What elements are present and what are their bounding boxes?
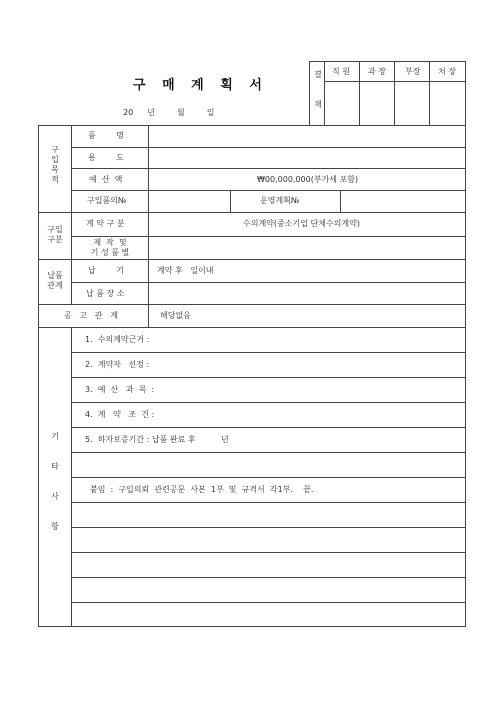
divider	[230, 190, 231, 212]
divider	[71, 477, 466, 478]
divider	[71, 577, 466, 578]
delivery-place-label: 납 품 장 소	[86, 289, 125, 298]
divider	[71, 125, 72, 304]
announcement-label: 공 고 관 계	[64, 311, 118, 320]
divider	[71, 147, 466, 148]
page-title: 구 매 계 획 서	[133, 78, 268, 93]
purchase-no-label: 구입품의№	[87, 196, 127, 205]
approval-sign-director[interactable]	[430, 82, 466, 126]
date-year: 년	[147, 108, 156, 117]
budget-label: 예 산 액	[89, 175, 123, 184]
divider	[71, 377, 466, 378]
divider	[71, 502, 466, 503]
divider	[71, 236, 466, 237]
divider	[71, 602, 466, 603]
operation-plan-label: 운영계획№	[260, 196, 300, 205]
divider	[71, 452, 466, 453]
others-item[interactable]: 3. 예 산 과 목 :	[85, 385, 155, 394]
divider	[71, 402, 466, 403]
approval-sign-section[interactable]	[360, 82, 395, 126]
date-line	[118, 98, 214, 118]
item-name-label: 품 명	[88, 131, 124, 140]
divider	[71, 168, 466, 169]
divider	[71, 527, 466, 528]
divider	[38, 327, 466, 328]
others-item[interactable]: 2. 계약자 선정 :	[85, 360, 150, 369]
divider	[148, 125, 149, 327]
divider	[38, 259, 466, 260]
approval-side-label-1: 결	[314, 70, 322, 79]
date-month: 월	[177, 108, 185, 117]
approval-role-label: 처 장	[438, 67, 456, 76]
others-section-label: 기 타 사 항	[51, 432, 59, 531]
attachment-note[interactable]: 붙임 : 구입의뢰 관련공문 사본 1부 및 규격서 각1부. 끝.	[90, 485, 314, 494]
purchase-type-section-label: 구입 구분	[47, 225, 63, 244]
approval-role-label: 과 장	[368, 67, 386, 76]
divider	[38, 212, 466, 213]
announcement-value[interactable]: 해당없음	[160, 311, 191, 320]
approval-sign-dept[interactable]	[395, 82, 430, 126]
others-item[interactable]: 4. 계 약 조 건 :	[85, 410, 155, 419]
contract-type-value[interactable]: 수의계약(중소기업 단체수의계약)	[243, 219, 360, 228]
divider	[71, 327, 72, 627]
delivery-section-label: 납품 관계	[47, 271, 63, 290]
divider	[71, 552, 466, 553]
approval-role-label: 부장	[405, 67, 421, 76]
contract-type-label: 계 약 구 분	[86, 219, 125, 228]
divider	[38, 304, 466, 305]
divider	[71, 282, 466, 283]
date-day: 일	[206, 108, 215, 117]
divider	[71, 352, 466, 353]
deadline-label: 납 기	[88, 266, 124, 275]
divider	[71, 427, 466, 428]
approval-role-label: 직 원	[332, 67, 350, 76]
divider	[71, 190, 466, 191]
deadline-value[interactable]: 계약 후 일이내	[157, 266, 214, 275]
budget-value[interactable]: ₩00,000,000(부가세 포함)	[257, 175, 359, 184]
use-label: 용 도	[88, 153, 124, 162]
others-item[interactable]: 1. 수의계약근거 :	[85, 335, 150, 344]
approval-side-label-2: 재	[314, 100, 322, 109]
manufacture-label: 제 작 및 기 성 품 별	[90, 238, 130, 257]
divider	[340, 190, 341, 212]
date-year-prefix: 20	[123, 108, 134, 117]
purchase-purpose-section-label: 구 입 목 적	[51, 145, 59, 184]
others-item[interactable]: 5. 하자보증기간 : 납품 완료 후 년	[85, 435, 229, 444]
approval-sign-staff[interactable]	[325, 82, 360, 126]
